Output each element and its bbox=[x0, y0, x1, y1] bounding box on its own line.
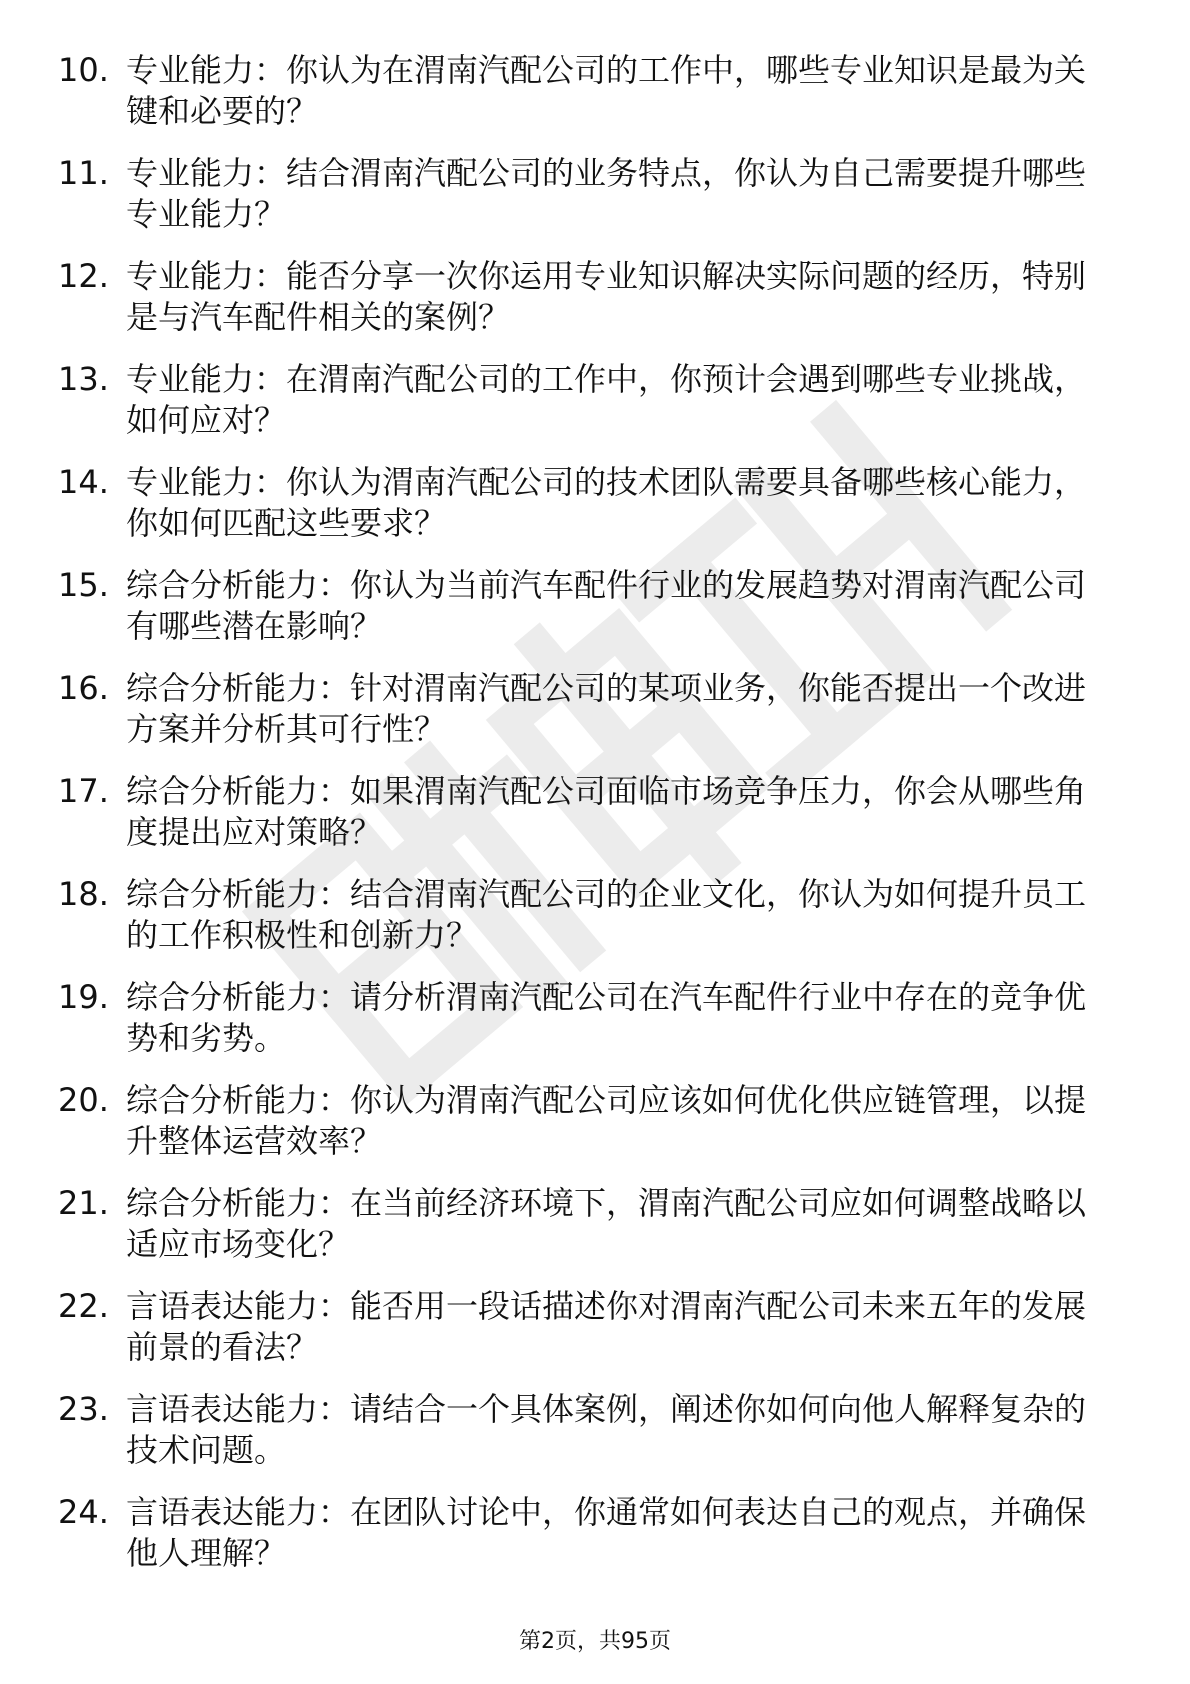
list-item bbox=[58, 359, 1118, 441]
question-text: 专业能力：结合渭南汽配公司的业务特点，你认为自己需要提升哪些专业能力？ bbox=[126, 154, 1087, 233]
question-text: 言语表达能力：请结合一个具体案例，阐述你如何向他人解释复杂的技术问题。 bbox=[126, 1390, 1087, 1469]
question-number: 15. bbox=[58, 566, 109, 604]
list-item bbox=[58, 874, 1118, 956]
list-item bbox=[58, 565, 1118, 647]
list-item bbox=[58, 256, 1118, 338]
question-text: 专业能力：在渭南汽配公司的工作中，你预计会遇到哪些专业挑战，如何应对？ bbox=[126, 360, 1087, 439]
question-number: 13. bbox=[58, 360, 109, 398]
list-item bbox=[58, 1389, 1118, 1471]
question-text: 专业能力：你认为在渭南汽配公司的工作中，哪些专业知识是最为关键和必要的？ bbox=[126, 51, 1087, 130]
list-item bbox=[58, 977, 1118, 1059]
question-number: 23. bbox=[58, 1390, 109, 1428]
question-text: 综合分析能力：在当前经济环境下，渭南汽配公司应如何调整战略以适应市场变化？ bbox=[126, 1184, 1087, 1263]
question-text: 专业能力：你认为渭南汽配公司的技术团队需要具备哪些核心能力，你如何匹配这些要求？ bbox=[126, 463, 1087, 542]
question-text: 言语表达能力：在团队讨论中，你通常如何表达自己的观点，并确保他人理解？ bbox=[126, 1493, 1087, 1572]
question-number: 10. bbox=[58, 51, 109, 89]
page-footer bbox=[0, 1628, 1190, 1656]
question-text: 综合分析能力：针对渭南汽配公司的某项业务，你能否提出一个改进方案并分析其可行性？ bbox=[126, 669, 1087, 748]
question-number: 11. bbox=[58, 154, 109, 192]
question-number: 21. bbox=[58, 1184, 109, 1222]
list-item bbox=[58, 668, 1118, 750]
question-number: 19. bbox=[58, 978, 109, 1016]
list-item bbox=[58, 1183, 1118, 1265]
question-number: 12. bbox=[58, 257, 109, 295]
question-text: 综合分析能力：请分析渭南汽配公司在汽车配件行业中存在的竞争优势和劣势。 bbox=[126, 978, 1087, 1057]
list-item bbox=[58, 153, 1118, 235]
list-item bbox=[58, 771, 1118, 853]
page-number-label: 第2页，共95页 bbox=[519, 1629, 671, 1654]
question-number: 18. bbox=[58, 875, 109, 913]
list-item bbox=[58, 1080, 1118, 1162]
question-text: 综合分析能力：结合渭南汽配公司的企业文化，你认为如何提升员工的工作积极性和创新力？ bbox=[126, 875, 1087, 954]
question-text: 综合分析能力：你认为当前汽车配件行业的发展趋势对渭南汽配公司有哪些潜在影响？ bbox=[126, 566, 1087, 645]
question-text: 综合分析能力：你认为渭南汽配公司应该如何优化供应链管理，以提升整体运营效率？ bbox=[126, 1081, 1087, 1160]
question-number: 16. bbox=[58, 669, 109, 707]
question-number: 17. bbox=[58, 772, 109, 810]
question-text: 综合分析能力：如果渭南汽配公司面临市场竞争压力，你会从哪些角度提出应对策略？ bbox=[126, 772, 1087, 851]
question-number: 24. bbox=[58, 1493, 109, 1531]
question-list bbox=[58, 50, 1118, 1595]
list-item bbox=[58, 50, 1118, 132]
question-number: 14. bbox=[58, 463, 109, 501]
question-text: 专业能力：能否分享一次你运用专业知识解决实际问题的经历，特别是与汽车配件相关的案例？ bbox=[126, 257, 1087, 336]
question-number: 20. bbox=[58, 1081, 109, 1119]
list-item bbox=[58, 1492, 1118, 1574]
question-number: 22. bbox=[58, 1287, 109, 1325]
list-item bbox=[58, 1286, 1118, 1368]
question-text: 言语表达能力：能否用一段话描述你对渭南汽配公司未来五年的发展前景的看法？ bbox=[126, 1287, 1087, 1366]
list-item bbox=[58, 462, 1118, 544]
